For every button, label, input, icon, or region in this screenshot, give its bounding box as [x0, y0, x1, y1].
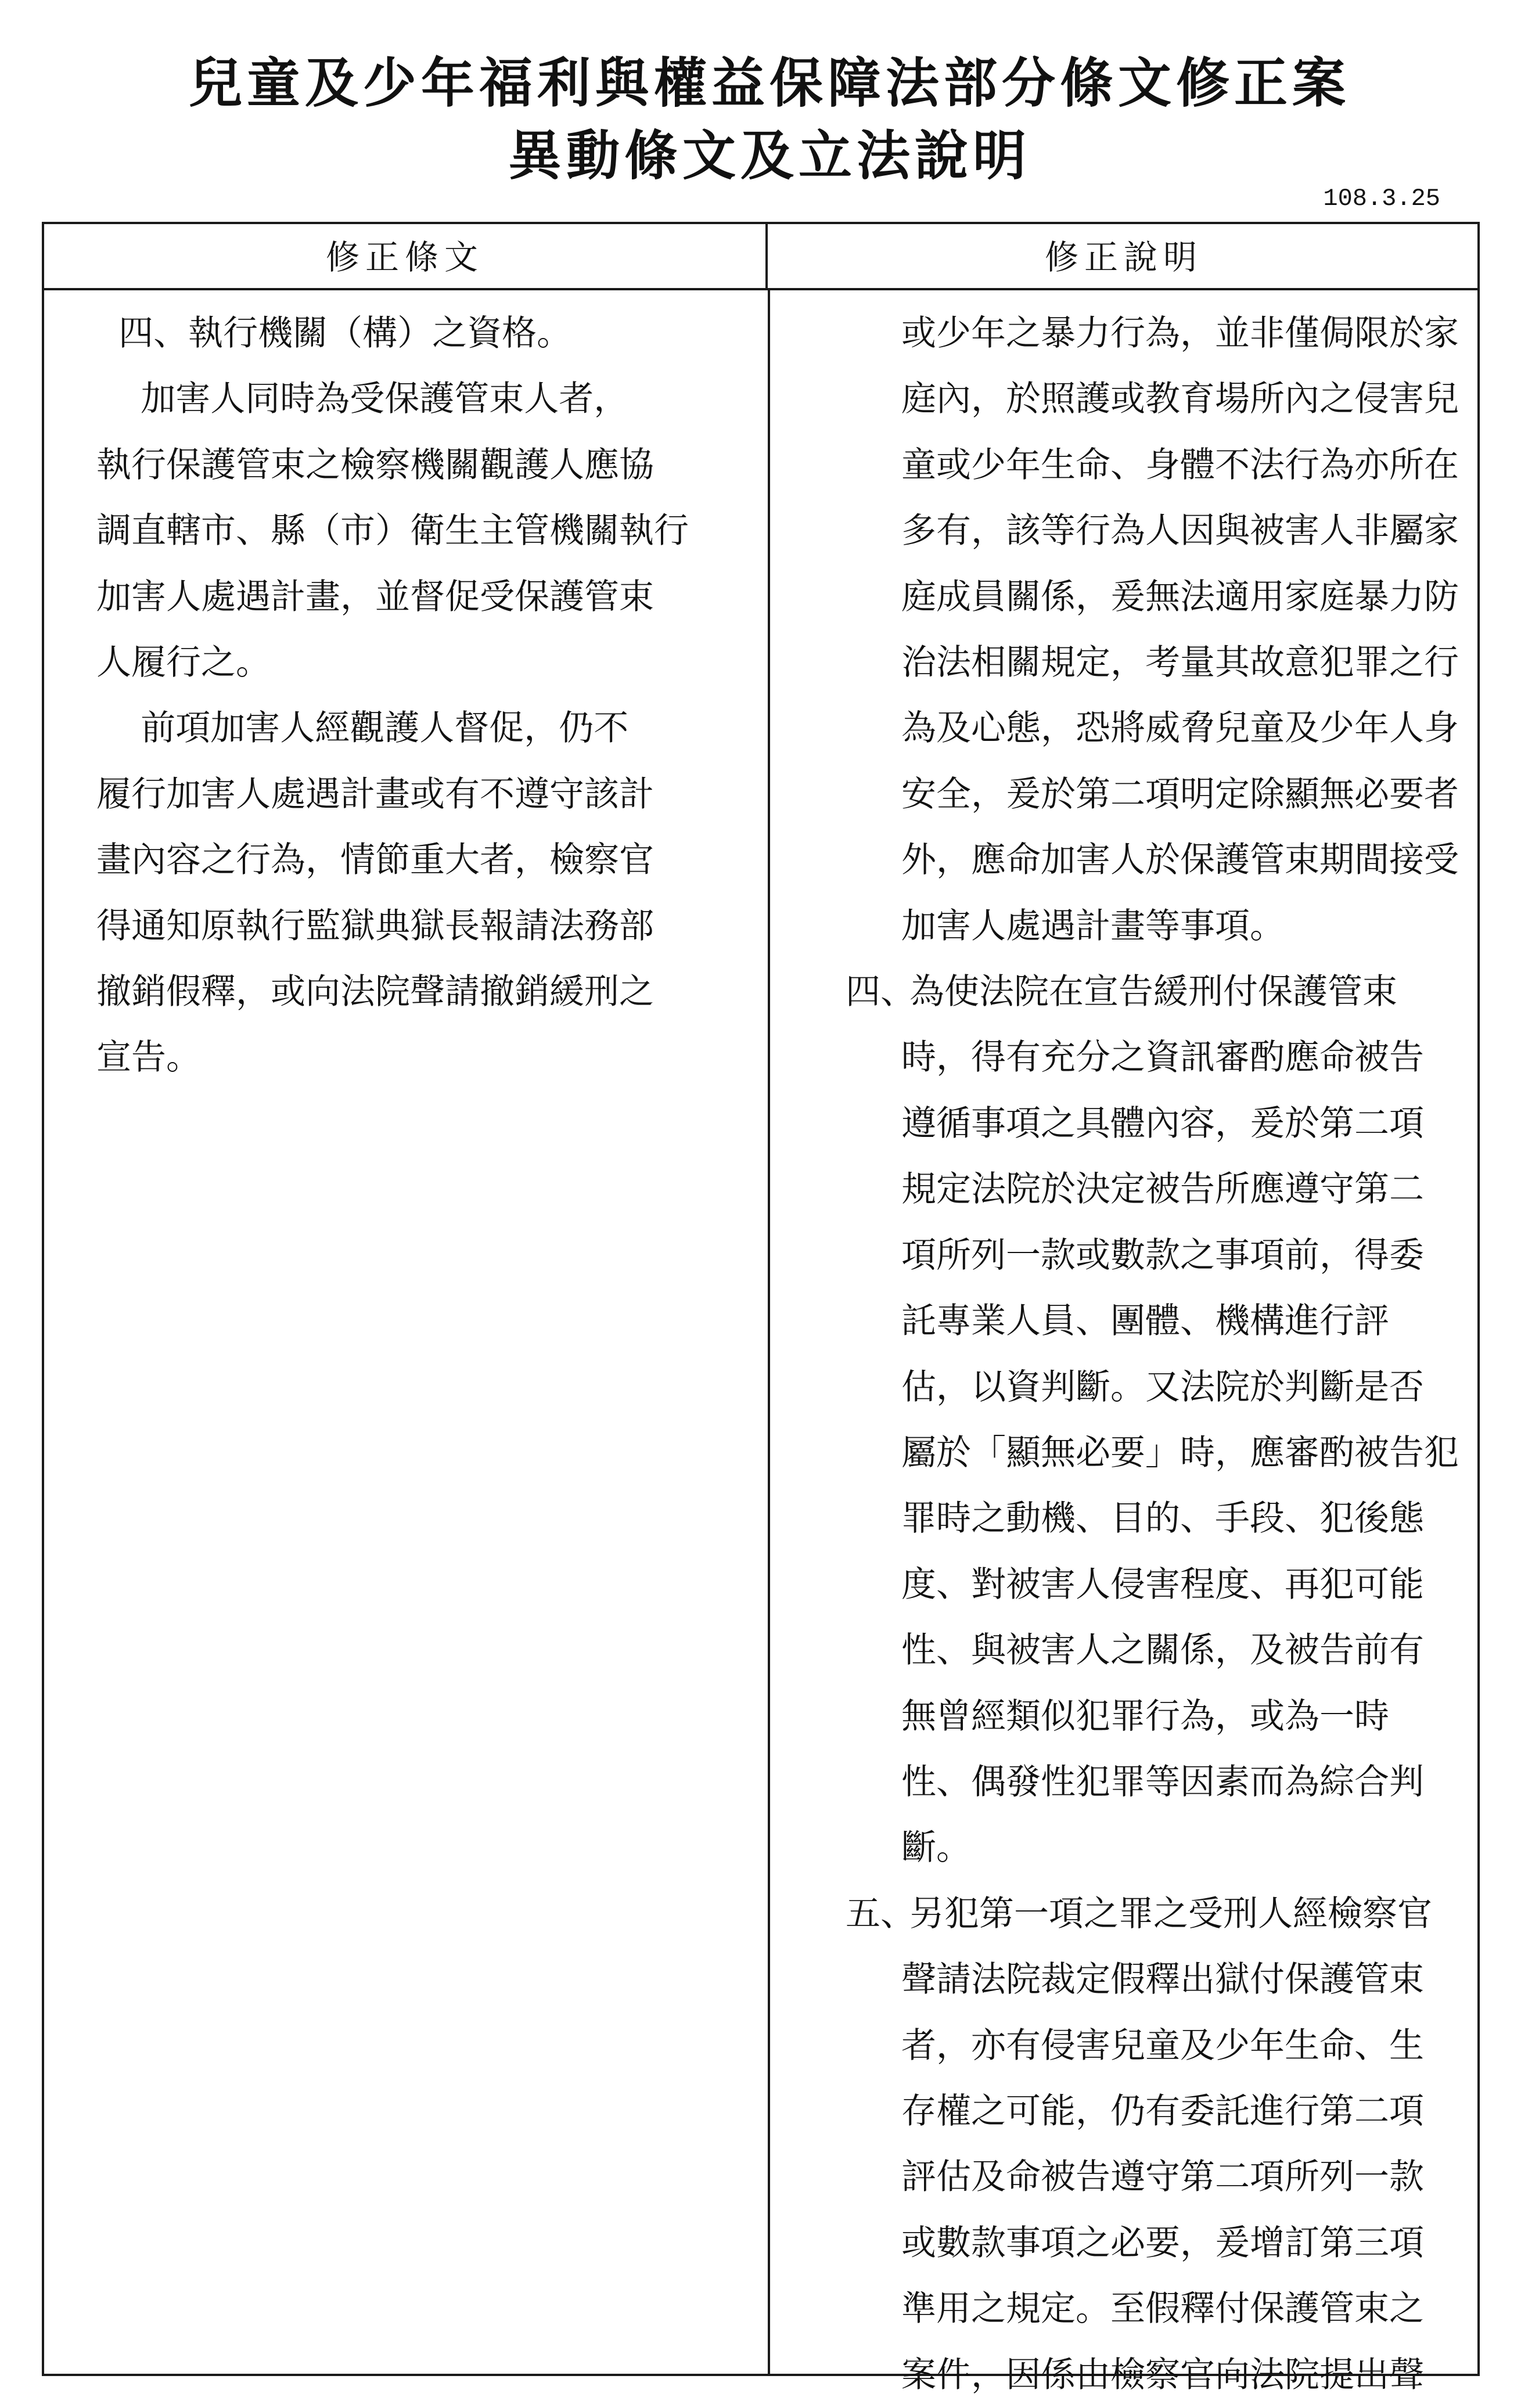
explanation-line: 遵循事項之具體內容，爰於第二項: [901, 1103, 1424, 1144]
explanation-line: 加害人處遇計畫等事項。: [901, 905, 1285, 946]
amendment-explanation-column: [846, 301, 1473, 2408]
comparison-table: [42, 222, 1480, 2395]
explanation-line: 者，亦有侵害兒童及少年生命、生: [901, 2025, 1424, 2066]
article-line: 加害人同時為受保護管束人者，: [96, 379, 629, 420]
explanation-line: 性、與被害人之關係，及被告前有: [901, 1630, 1424, 1671]
header-amendment-explanation: 修正說明: [768, 224, 1480, 290]
document-title: 兒童及少年福利與權益保障法部分條文修正案: [188, 52, 1350, 114]
explanation-line: 性、偶發性犯罪等因素而為綜合判: [901, 1761, 1424, 1802]
document-subtitle: 異動條文及立法說明: [508, 125, 1031, 187]
item-number-label: 五、: [846, 1893, 915, 1934]
article-line: 畫內容之行為，情節重大者，檢察官: [96, 840, 654, 881]
explanation-line: 庭內，於照護或教育場所內之侵害兒: [901, 379, 1459, 420]
explanation-line: 存權之可能，仍有委託進行第二項: [901, 2090, 1424, 2132]
explanation-line: 規定法院於決定被告所應遵守第二: [901, 1169, 1424, 1210]
explanation-line: 多有，該等行為人因與被害人非屬家: [901, 510, 1459, 552]
explanation-line: 託專業人員、團體、機構進行評: [901, 1301, 1389, 1342]
explanation-line: 準用之規定。至假釋付保護管束之: [901, 2288, 1424, 2330]
article-line: 加害人處遇計畫，並督促受保護管束: [96, 576, 654, 617]
explanation-line: 庭成員關係，爰無法適用家庭暴力防: [901, 576, 1459, 617]
explanation-line: 時，得有充分之資訊審酌應命被告: [901, 1037, 1424, 1078]
explanation-line: 或數款事項之必要，爰增訂第三項: [901, 2222, 1424, 2263]
explanation-line: 斷。: [901, 1827, 971, 1869]
explanation-line: 或少年之暴力行為，並非僅侷限於家: [901, 313, 1459, 354]
header-amended-articles: 修正條文: [44, 224, 768, 290]
article-line: 撤銷假釋，或向法院聲請撤銷緩刑之: [96, 971, 654, 1013]
explanation-line: [846, 1881, 1473, 1947]
explanation-line: 無曾經類似犯罪行為，或為一時: [901, 1696, 1389, 1737]
explanation-line: 項所列一款或數款之事項前，得委: [901, 1234, 1424, 1276]
explanation-line: 度、對被害人侵害程度、再犯可能: [901, 1564, 1424, 1605]
explanation-item-5: [846, 1881, 1473, 2408]
explanation-line: 評估及命被告遵守第二項所列一款: [901, 2157, 1424, 2198]
document-date: 108.3.25: [1323, 185, 1440, 213]
item-number-label: 四、: [846, 971, 915, 1013]
explanation-line: [846, 959, 1473, 1025]
article-line: 前項加害人經觀護人督促，仍不: [96, 708, 629, 749]
article-line: 宣告。: [96, 1037, 201, 1078]
article-line: 人履行之。: [96, 642, 271, 683]
explanation-line: 罪時之動機、目的、手段、犯後態: [901, 1498, 1424, 1539]
article-line: 調直轄市、縣（市）衛生主管機關執行: [96, 510, 689, 552]
explanation-line: 案件，因係由檢察官向法院提出聲: [901, 2354, 1424, 2395]
explanation-line: 聲請法院裁定假釋出獄付保護管束: [901, 1959, 1424, 2000]
article-line: 得通知原執行監獄典獄長報請法務部: [96, 905, 654, 946]
explanation-line: 治法相關規定，考量其故意犯罪之行: [901, 642, 1459, 683]
article-line: 四、執行機關（構）之資格。: [96, 313, 572, 354]
article-line: 履行加害人處遇計畫或有不遵守該計: [96, 773, 654, 815]
explanation-item-3-continued: [846, 301, 1473, 959]
explanation-line: 屬於「顯無必要」時，應審酌被告犯: [901, 1432, 1459, 1473]
explanation-text: 另犯第一項之罪之受刑人經檢察官: [909, 1893, 1432, 1934]
explanation-line: 為及心態，恐將威脅兒童及少年人身: [901, 708, 1459, 749]
explanation-line: 估，以資判斷。又法院於判斷是否: [901, 1366, 1424, 1408]
explanation-line: 外，應命加害人於保護管束期間接受: [901, 840, 1459, 881]
explanation-item-4: [846, 959, 1473, 1881]
explanation-text: 為使法院在宣告緩刑付保護管束: [909, 971, 1397, 1013]
column-divider: [768, 288, 770, 2374]
explanation-line: 安全，爰於第二項明定除顯無必要者: [901, 773, 1459, 815]
article-line: 執行保護管束之檢察機關觀護人應協: [96, 444, 654, 485]
explanation-line: 童或少年生命、身體不法行為亦所在: [901, 444, 1459, 485]
amended-articles-column: [96, 301, 764, 1091]
